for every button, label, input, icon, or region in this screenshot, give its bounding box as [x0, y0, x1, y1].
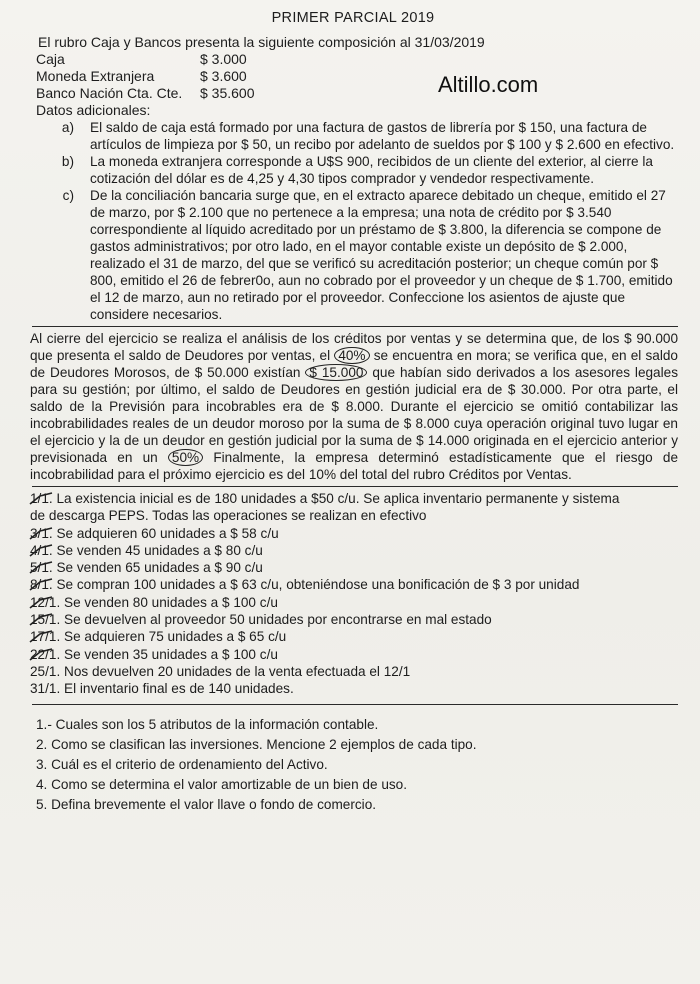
- inventory-line: [30, 576, 684, 593]
- inventory-line: [30, 490, 684, 507]
- creditos-text-1: Al cierre del ejercicio se realiza el análisis de los créditos por ventas y se determina que, de los $ 90.000 que presenta el saldo de Deudores por ventas, el: [30, 331, 678, 363]
- questions-list: [36, 715, 684, 815]
- item-letter: c): [62, 188, 74, 203]
- inventory-line-text: 15/1. Se devuelven al proveedor 50 unidades por encontrarse en mal estado: [30, 612, 492, 628]
- inventory-line-text: 1/1. La existencia inicial es de 180 unidades a $50 c/u. Se aplica inventario permanente y sistema: [30, 491, 620, 506]
- composition-value: $ 35.600: [200, 85, 255, 101]
- inventory-line: [30, 559, 684, 576]
- circled-percent-40: 40%: [334, 347, 369, 364]
- handwritten-tick-mark: [28, 648, 54, 662]
- circled-percent-50: 50%: [168, 449, 203, 466]
- section-divider: [32, 486, 678, 487]
- section-divider: [32, 326, 678, 327]
- inventory-line: [30, 663, 684, 680]
- composition-value: $ 3.600: [200, 68, 247, 84]
- handwritten-tick-mark: [28, 561, 54, 575]
- inventory-line-text: de descarga PEPS. Todas las operaciones se realizan en efectivo: [30, 508, 427, 524]
- inventory-line: [30, 628, 684, 645]
- item-letter: b): [61, 154, 74, 169]
- composition-row: [36, 68, 684, 85]
- section-divider: [32, 704, 678, 705]
- composition-label: Banco Nación Cta. Cte.: [36, 85, 183, 101]
- inventory-line: [30, 525, 684, 542]
- handwritten-tick-mark: [28, 492, 54, 506]
- watermark-logo-text: Altillo.com: [438, 72, 539, 97]
- inventory-line-text: 4/1. Se venden 45 unidades a $ 80 c/u: [30, 542, 263, 558]
- inventory-line-text: 31/1. El inventario final es de 140 unidades.: [30, 681, 294, 697]
- composition-value: $ 3.000: [200, 51, 247, 67]
- composition-label: Caja: [36, 51, 65, 67]
- circled-amount-15000: $ 15.000: [305, 364, 367, 381]
- creditos-text-4: Finalmente, la empresa determinó estadísticamente que el riesgo de incobrabilidad para el próximo ejercicio es del 10% del total del rubro Créditos por Ventas.: [30, 450, 678, 482]
- handwritten-tick-mark: [28, 613, 54, 627]
- inventory-line-text: 3/1. Se adquieren 60 unidades a $ 58 c/u: [30, 525, 279, 541]
- inventory-line: [30, 594, 684, 611]
- page-title: PRIMER PARCIAL 2019: [271, 10, 435, 26]
- inventory-list: [30, 490, 684, 698]
- question-item: 5. Defina brevemente el valor llave o fondo de comercio.: [36, 796, 377, 812]
- additional-item: [22, 153, 684, 187]
- inventory-line-text: 22/1. Se venden 35 unidades a $ 100 c/u: [30, 646, 278, 662]
- creditos-paragraph: [30, 330, 684, 483]
- additional-item: [22, 187, 684, 323]
- composition-label: Moneda Extranjera: [36, 68, 155, 84]
- creditos-text-2: se encuentra en mora; se verifica que, en el saldo de Deudores Morosos, de $ 50.000 existían: [30, 348, 678, 380]
- question-item: 3. Cuál es el criterio de ordenamiento del Activo.: [36, 756, 328, 772]
- caja-intro: El rubro Caja y Bancos presenta la siguiente composición al 31/03/2019: [38, 34, 485, 50]
- question-item: 1.- Cuales son los 5 atributos de la información contable.: [36, 716, 379, 732]
- inventory-line-text: 17/1. Se adquieren 75 unidades a $ 65 c/u: [30, 629, 287, 645]
- item-letter: a): [61, 120, 74, 135]
- datos-adicionales-label: Datos adicionales:: [36, 102, 151, 118]
- inventory-line-text: 8/1. Se compran 100 unidades a $ 63 c/u, obteniéndose una bonificación de $ 3 por unidad: [30, 577, 580, 593]
- handwritten-tick-mark: [28, 544, 54, 558]
- item-text: El saldo de caja está formado por una factura de gastos de librería por $ 150, una factura de artículos de limpieza por $ 50, un recibo por adelanto de sueldos por $ 100 y $ 2.600 en efectivo.: [90, 120, 675, 152]
- question-item: 4. Como se determina el valor amortizable de un bien de uso.: [36, 776, 408, 792]
- inventory-line-text: 12/1. Se venden 80 unidades a $ 100 c/u: [30, 594, 278, 610]
- creditos-text-3: que habían sido derivados a los asesores legales para su gestión; por último, el saldo de Deudores en gestión judicial era de $ 30.000. Por otra parte, el saldo de la Previsión para incobrables era de $ 8.000. Durante el ejercicio se omitió contabilizar las incobrabilidades reales de un deudor moroso por la suma de $ 8.000 cuya operación original tuvo lugar en el ejercicio y la de un deudor en gestión judicial por la suma de $ 14.000 originada en el ejercicio anterior y previsionada en un: [30, 365, 678, 465]
- question-item: 2. Como se clasifican las inversiones. Mencione 2 ejemplos de cada tipo.: [36, 736, 477, 752]
- inventory-line: [30, 542, 684, 559]
- inventory-line: [30, 611, 684, 628]
- inventory-line: [30, 680, 684, 697]
- inventory-line: [30, 507, 684, 524]
- handwritten-tick-mark: [28, 578, 54, 592]
- item-text: La moneda extranjera corresponde a U$S 900, recibidos de un cliente del exterior, al cierre la cotización del dólar es de 4,25 y 4,30 tipos comprador y vendedor respectivamente.: [90, 154, 653, 186]
- handwritten-tick-mark: [28, 630, 54, 644]
- item-text: De la conciliación bancaria surge que, en el extracto aparece debitado un cheque, emitido el 27 de marzo, por $ 2.100 que no pertenece a la empresa; una nota de crédito por $ 3.540 correspondiente al líquido acreditado por un préstamo de $ 3.800, la diferencia se compone de gastos administrativos; por otro lado, en el mayor contable existe un depósito de $ 2.000, realizado el 31 de marzo, del que se verificó su acreditación posterior; un cheque común por $ 800, emitido el 26 de febrer0o, aun no cobrado por el proveedor y un cheque de $ 1.700, emitido el 12 de marzo, aun no retirado por el proveedor. Confeccione los asientos de ajuste que considere necesarios.: [90, 188, 673, 322]
- composition-row: [36, 85, 684, 102]
- inventory-line: [30, 646, 684, 663]
- inventory-line-text: 25/1. Nos devuelven 20 unidades de la venta efectuada el 12/1: [30, 663, 411, 679]
- handwritten-tick-mark: [28, 527, 54, 541]
- composition-row: [36, 51, 684, 68]
- additional-item: [22, 119, 684, 153]
- handwritten-tick-mark: [28, 596, 54, 610]
- inventory-line-text: 5/1. Se venden 65 unidades a $ 90 c/u: [30, 560, 263, 576]
